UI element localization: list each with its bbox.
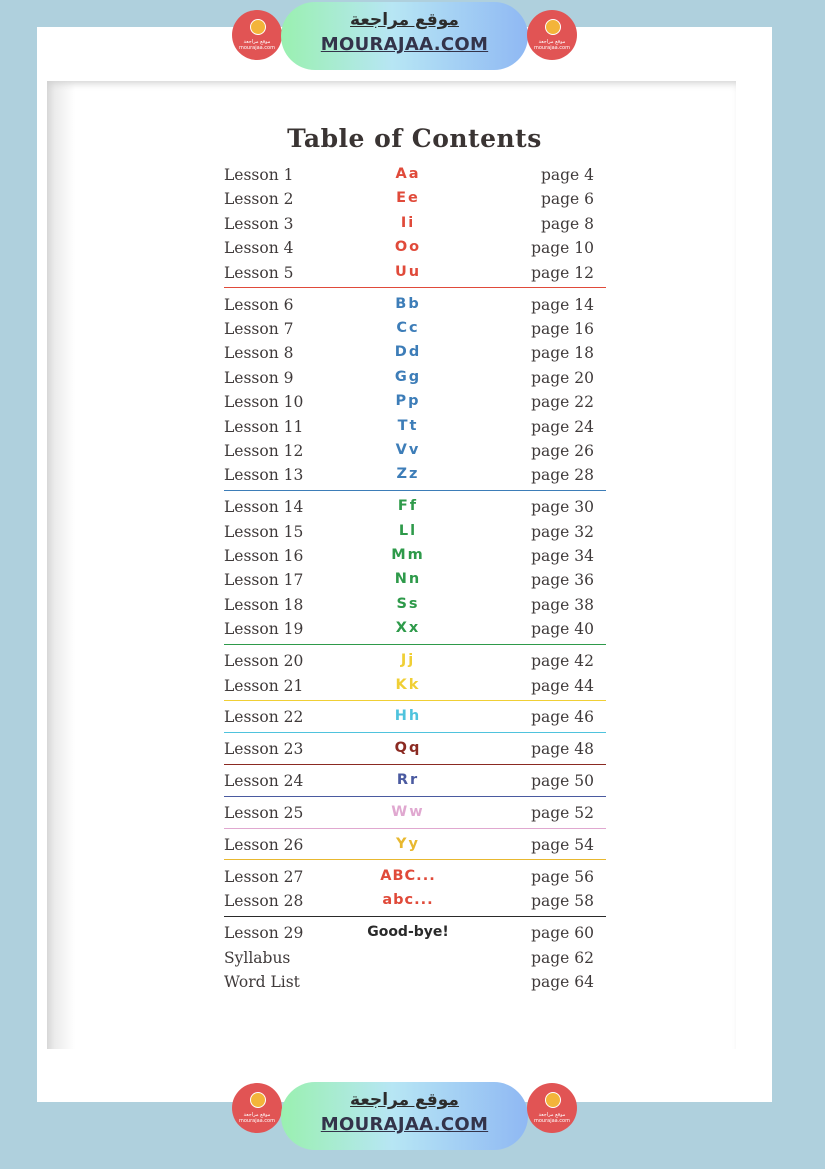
toc-row <box>224 677 594 701</box>
lesson-letters: Ll <box>398 522 418 539</box>
lesson-label: Lesson 21 <box>224 676 304 695</box>
group-divider <box>224 287 606 288</box>
toc-row <box>224 772 594 796</box>
lesson-label: Lesson 8 <box>224 344 294 363</box>
toc-row <box>224 571 594 595</box>
lesson-label: Lesson 7 <box>224 319 294 338</box>
page-number: page 6 <box>540 190 594 209</box>
page-number: page 34 <box>531 547 594 565</box>
group-divider <box>224 828 606 829</box>
lesson-label: Lesson 29 <box>224 924 304 943</box>
page-number: page 42 <box>531 652 594 671</box>
logo-icon <box>545 1092 561 1108</box>
toc-row <box>224 190 594 214</box>
lesson-letters: Rr <box>396 772 420 789</box>
page-number: page 38 <box>531 595 594 614</box>
group-divider <box>224 859 606 860</box>
logo-badge-right <box>527 1083 577 1133</box>
lesson-label: Lesson 19 <box>224 620 304 639</box>
lesson-label: Lesson 14 <box>224 498 304 517</box>
lesson-letters: Xx <box>395 620 421 637</box>
lesson-label: Lesson 3 <box>224 214 294 233</box>
badge-text: موقع مراجعة mourajaa.com <box>533 39 570 51</box>
footer-banner <box>0 1082 825 1162</box>
page-number: page 18 <box>531 344 594 363</box>
toc-row <box>224 596 594 620</box>
lesson-label: Lesson 24 <box>224 772 304 791</box>
site-arabic-name: موقع مراجعة <box>350 10 459 30</box>
badge-text: موقع مراجعة mourajaa.com <box>238 1112 275 1124</box>
page-number: page 62 <box>531 948 594 967</box>
toc-row <box>224 418 594 442</box>
lesson-letters: Ee <box>396 190 420 207</box>
lesson-label: Lesson 10 <box>224 393 304 412</box>
lesson-letters: Ss <box>396 595 420 612</box>
group-divider <box>224 644 606 645</box>
lesson-letters: ABC... <box>380 867 436 884</box>
lesson-label: Lesson 16 <box>224 547 304 565</box>
page-title: Table of Contents <box>287 124 542 153</box>
lesson-letters: Gg <box>394 368 422 385</box>
page-number: page 52 <box>531 804 594 823</box>
lesson-label: Lesson 12 <box>224 441 304 460</box>
group-divider <box>224 916 606 917</box>
lesson-letters: Mm <box>391 547 425 563</box>
toc-row <box>224 369 594 393</box>
page-number: page 4 <box>540 166 594 184</box>
toc-row <box>224 708 594 732</box>
lesson-letters: Kk <box>395 676 421 693</box>
lesson-letters: Pp <box>395 393 421 410</box>
lesson-label: Lesson 1 <box>224 166 294 184</box>
lesson-letters: Bb <box>395 295 421 312</box>
page-number: page 20 <box>531 368 594 387</box>
toc-row <box>224 264 594 288</box>
lesson-label: Lesson 4 <box>224 239 294 258</box>
lesson-letters: Vv <box>395 441 421 458</box>
toc-row <box>224 320 594 344</box>
toc-row <box>224 924 594 948</box>
toc-row <box>224 652 594 676</box>
badge-text: موقع مراجعة mourajaa.com <box>533 1112 570 1124</box>
page-number: page 40 <box>531 620 594 639</box>
toc-row <box>224 442 594 466</box>
lesson-label: Word List <box>224 973 300 991</box>
lesson-label: Lesson 11 <box>224 417 304 436</box>
toc-row <box>224 239 594 263</box>
lesson-label: Lesson 6 <box>224 295 294 314</box>
lesson-label: Lesson 18 <box>224 595 304 614</box>
lesson-label: Lesson 17 <box>224 571 304 590</box>
toc-row <box>224 868 594 892</box>
lesson-letters: Nn <box>394 571 422 588</box>
lesson-letters: Yy <box>396 836 420 852</box>
lesson-letters: Good-bye! <box>367 924 449 941</box>
toc-row <box>224 740 594 764</box>
page-number: page 14 <box>531 295 594 314</box>
toc-row <box>224 804 594 828</box>
page-number: page 44 <box>531 676 594 695</box>
toc-row <box>224 523 594 547</box>
toc-row <box>224 166 594 190</box>
lesson-letters: Jj <box>400 652 416 669</box>
page-number: page 48 <box>531 740 594 759</box>
logo-icon <box>250 1092 266 1108</box>
page-number: page 64 <box>531 973 594 991</box>
group-divider <box>224 490 606 491</box>
lesson-label: Lesson 9 <box>224 368 294 387</box>
lesson-label: Lesson 5 <box>224 263 294 282</box>
lesson-letters: Cc <box>396 319 420 336</box>
page-number: page 8 <box>540 214 594 233</box>
toc-row <box>224 949 594 973</box>
lesson-letters: Ii <box>400 214 416 231</box>
toc-row <box>224 892 594 916</box>
lesson-letters: Dd <box>394 344 422 361</box>
site-url: MOURAJAA.COM <box>320 34 489 55</box>
lesson-letters: Uu <box>394 263 422 280</box>
group-divider <box>224 700 606 701</box>
lesson-letters: Hh <box>394 708 422 725</box>
lesson-letters: Qq <box>394 740 422 757</box>
lesson-letters: Zz <box>396 466 420 483</box>
lesson-letters: abc... <box>382 892 434 909</box>
lesson-letters: Oo <box>394 239 422 256</box>
lesson-label: Lesson 20 <box>224 652 304 671</box>
page-number: page 30 <box>531 498 594 517</box>
page-number: page 22 <box>531 393 594 412</box>
page-number: page 28 <box>531 466 594 485</box>
site-url: MOURAJAA.COM <box>320 1114 489 1135</box>
page-number: page 16 <box>531 319 594 338</box>
toc-row <box>224 296 594 320</box>
lesson-letters: Ww <box>391 804 425 821</box>
toc-row <box>224 393 594 417</box>
page-number: page 10 <box>531 239 594 258</box>
lesson-label: Lesson 13 <box>224 466 304 485</box>
group-divider <box>224 764 606 765</box>
lesson-label: Syllabus <box>224 948 291 967</box>
toc-row <box>224 973 594 997</box>
lesson-letters: Tt <box>397 417 419 434</box>
site-arabic-name: موقع مراجعة <box>350 1090 459 1110</box>
page-number: page 56 <box>531 867 594 886</box>
lesson-label: Lesson 25 <box>224 804 304 823</box>
lesson-letters: Aa <box>395 166 421 182</box>
lesson-label: Lesson 27 <box>224 867 304 886</box>
lesson-label: Lesson 26 <box>224 836 304 854</box>
toc-row <box>224 620 594 644</box>
page-number: page 50 <box>531 772 594 791</box>
toc-row <box>224 547 594 571</box>
lesson-label: Lesson 22 <box>224 708 304 727</box>
page-number: page 58 <box>531 892 594 911</box>
logo-badge-left <box>232 1083 282 1133</box>
lesson-label: Lesson 15 <box>224 522 304 541</box>
lesson-label: Lesson 2 <box>224 190 294 209</box>
toc-row <box>224 344 594 368</box>
page-number: page 12 <box>531 263 594 282</box>
lesson-label: Lesson 28 <box>224 892 304 911</box>
toc-row <box>224 836 594 860</box>
page-number: page 24 <box>531 417 594 436</box>
page-number: page 60 <box>531 924 594 943</box>
group-divider <box>224 796 606 797</box>
lesson-label: Lesson 23 <box>224 740 304 759</box>
group-divider <box>224 732 606 733</box>
page-number: page 36 <box>531 571 594 590</box>
toc-row <box>224 215 594 239</box>
page-number: page 46 <box>531 708 594 727</box>
toc-row <box>224 466 594 490</box>
badge-text: موقع مراجعة mourajaa.com <box>238 39 275 51</box>
lesson-letters: Ff <box>397 498 419 515</box>
page-number: page 54 <box>531 836 594 854</box>
page-number: page 32 <box>531 522 594 541</box>
page-number: page 26 <box>531 441 594 460</box>
toc-row <box>224 498 594 522</box>
site-link[interactable] <box>281 1082 528 1150</box>
